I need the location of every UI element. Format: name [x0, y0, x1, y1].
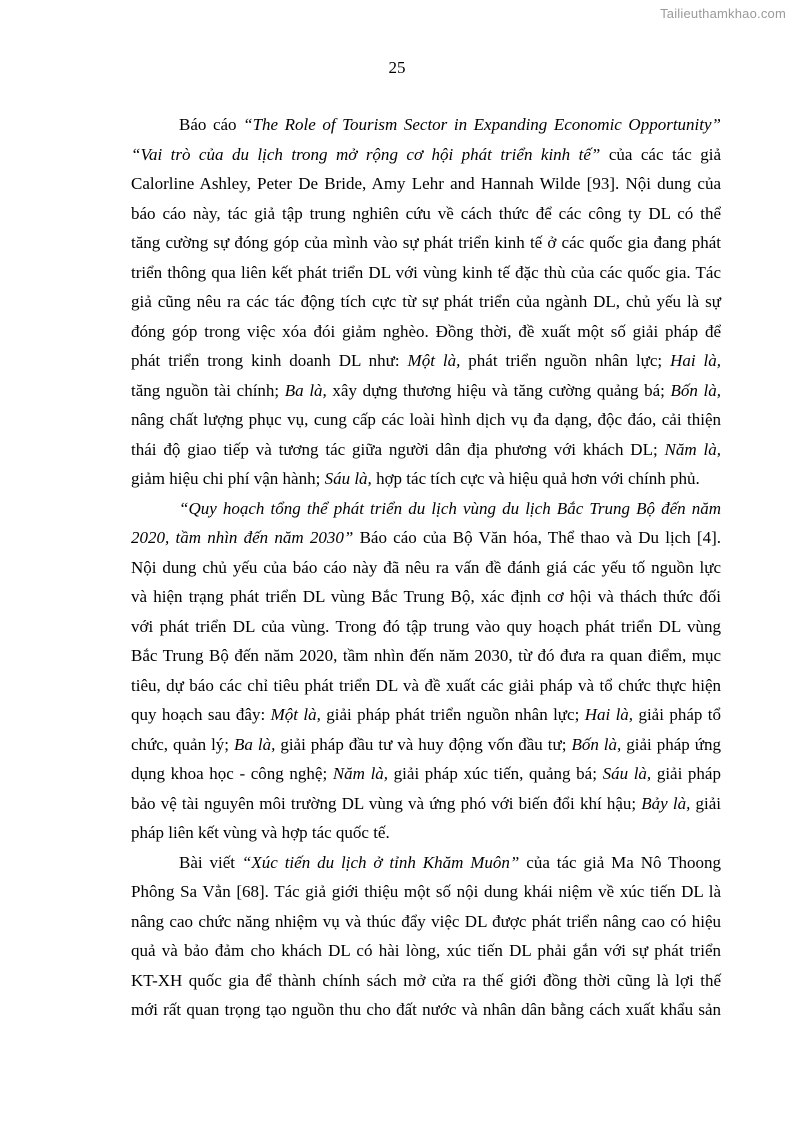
text-run: báo cáo này, tác giả tập trung nghiên cứu về cách thức để các công ty DL có thể: [131, 203, 721, 223]
text-run: chức, quản lý;: [131, 734, 234, 754]
text-line: [131, 553, 721, 583]
text-line: [131, 582, 721, 612]
document-body: [131, 110, 721, 1025]
text-line: [131, 494, 721, 524]
italic-text-run: “Vai trò của du lịch trong mở rộng cơ hội phát triển kinh tế”: [131, 144, 601, 164]
italic-text-run: Bảy là,: [641, 793, 691, 813]
text-line: [131, 995, 721, 1025]
text-run: giả cũng nêu ra các tác động tích cực từ sự phát triển của ngành DL, chủ yếu là sự: [131, 292, 721, 311]
text-run: quả và bảo đảm cho khách DL có hài lòng, xúc tiến DL phải gắn với sự phát triển: [131, 941, 721, 960]
text-run: tăng nguồn tài chính;: [131, 380, 285, 400]
text-run: với phát triển DL của vùng. Trong đó tập trung vào quy hoạch phát triển DL vùng: [131, 616, 721, 636]
text-run: phát triển trong kinh doanh DL như:: [131, 351, 408, 370]
text-line: [131, 789, 721, 819]
watermark: Tailieuthamkhao.com: [660, 6, 786, 21]
italic-text-run: Ba là,: [284, 380, 327, 400]
text-run: nâng chất lượng phục vụ, cung cấp các loài hình dịch vụ đa dạng, độc đáo, cải thiện: [131, 410, 721, 429]
text-run: Nội dung chủ yếu của báo cáo này đã nêu ra vấn đề đánh giá các yếu tố nguồn lực: [131, 557, 721, 577]
text-run: bảo vệ tài nguyên môi trường DL vùng và ứng phó với biến đổi khí hậu;: [131, 793, 642, 813]
text-run: xây dựng thương hiệu và tăng cường quảng bá;: [326, 380, 671, 400]
text-line: [131, 700, 721, 730]
text-run: Bài viết: [179, 852, 242, 872]
text-line: [131, 405, 721, 435]
text-line: [131, 877, 721, 907]
text-line: [131, 523, 721, 553]
italic-text-run: Năm là,: [332, 764, 389, 783]
text-run: giải pháp phát triển nguồn nhân lực;: [320, 705, 585, 724]
text-run: phát triển nguồn nhân lực;: [460, 351, 671, 370]
text-line: [131, 612, 721, 642]
italic-text-run: Hai là,: [584, 705, 634, 724]
text-run: giải pháp đầu tư và huy động vốn đầu tư;: [275, 734, 572, 754]
italic-text-run: “Xúc tiến du lịch ở tỉnh Khăm Muôn”: [241, 852, 520, 872]
text-line: [131, 641, 721, 671]
text-run: thái độ giao tiếp và tương tác giữa người dân địa phương với khách DL;: [131, 439, 665, 459]
text-run: nâng cao chức năng nhiệm vụ và thúc đẩy việc DL được phát triển nâng cao có hiệu: [131, 911, 721, 931]
text-line: [131, 169, 721, 199]
italic-text-run: Sáu là,: [324, 469, 372, 488]
italic-text-run: Một là,: [407, 351, 461, 370]
text-line: [131, 110, 721, 140]
text-line: [131, 936, 721, 966]
text-run: và hiện trạng phát triển DL vùng Bắc Trung Bộ, xác định cơ hội và thách thức đối: [131, 587, 721, 606]
text-line: [131, 346, 721, 376]
text-run: giải pháp: [651, 764, 721, 783]
text-run: giải: [690, 793, 721, 813]
text-run: giải pháp ứng: [621, 734, 721, 754]
text-line: [131, 464, 721, 494]
text-line: [131, 376, 721, 406]
text-run: Bắc Trung Bộ đến năm 2020, tầm nhìn đến năm 2030, từ đó đưa ra quan điểm, mục: [131, 646, 721, 665]
italic-text-run: Năm là,: [664, 439, 721, 459]
text-line: [131, 730, 721, 760]
text-run: giải pháp xúc tiến, quảng bá;: [388, 764, 603, 783]
text-line: [131, 258, 721, 288]
text-run: của các tác giả: [600, 144, 722, 164]
text-run: triển thông qua liên kết phát triển DL với vùng kinh tế đặc thù của các quốc gia. Tác: [131, 262, 721, 282]
text-run: tăng cường sự đóng góp của mình vào sự phát triển kinh tế ở các quốc gia đang phát: [131, 233, 721, 252]
text-line: [131, 671, 721, 701]
text-run: dụng khoa học - công nghệ;: [131, 764, 333, 783]
text-run: Báo cáo: [179, 115, 244, 134]
text-line: [131, 848, 721, 878]
text-line: [131, 966, 721, 996]
text-line: [131, 435, 721, 465]
text-line: [131, 287, 721, 317]
italic-text-run: Bốn là,: [571, 734, 622, 754]
text-run: mới rất quan trọng tạo nguồn thu cho đất nước và nhân dân bằng cách xuất khẩu sản: [131, 1000, 721, 1019]
text-line: [131, 317, 721, 347]
text-run: giảm hiệu chi phí vận hành;: [131, 469, 325, 488]
italic-text-run: Một là,: [270, 705, 321, 724]
text-line: [131, 199, 721, 229]
text-run: đóng góp trong việc xóa đói giảm nghèo. Đồng thời, đề xuất một số giải pháp để: [131, 321, 721, 341]
text-run: pháp liên kết vùng và hợp tác quốc tế.: [131, 823, 390, 842]
text-run: Calorline Ashley, Peter De Bride, Amy Lehr and Hannah Wilde [93]. Nội dung của: [131, 174, 721, 193]
text-run: hợp tác tích cực và hiệu quả hơn với chính phủ.: [371, 469, 700, 488]
italic-text-run: Ba là,: [234, 734, 276, 754]
italic-text-run: Hai là,: [670, 351, 721, 370]
italic-text-run: “Quy hoạch tổng thể phát triển du lịch vùng du lịch Bắc Trung Bộ đến năm: [179, 498, 721, 518]
text-line: [131, 818, 721, 848]
italic-text-run: “The Role of Tourism Sector in Expanding Economic Opportunity”: [243, 115, 721, 134]
text-line: [131, 140, 721, 170]
text-run: quy hoạch sau đây:: [131, 705, 271, 724]
text-run: tiêu, dự báo các chỉ tiêu phát triển DL và đề xuất các giải pháp và tổ chức thực hiện: [131, 675, 721, 695]
text-run: giải pháp tổ: [633, 705, 721, 724]
page-number: 25: [388, 58, 406, 77]
text-line: [131, 759, 721, 789]
text-line: [131, 228, 721, 258]
italic-text-run: Bốn là,: [670, 380, 721, 400]
text-line: [131, 907, 721, 937]
italic-text-run: Sáu là,: [602, 764, 652, 783]
text-run: Báo cáo của Bộ Văn hóa, Thể thao và Du lịch [4].: [353, 528, 721, 547]
text-run: Phông Sa Vẳn [68]. Tác giả giới thiệu một số nội dung khái niệm về xúc tiến DL là: [131, 882, 721, 901]
italic-text-run: 2020, tầm nhìn đến năm 2030”: [131, 528, 354, 547]
text-run: của tác giả Ma Nô Thoong: [519, 852, 721, 872]
text-run: KT-XH quốc gia để thành chính sách mở cửa ra thế giới đồng thời cũng là lợi thế: [131, 970, 721, 990]
